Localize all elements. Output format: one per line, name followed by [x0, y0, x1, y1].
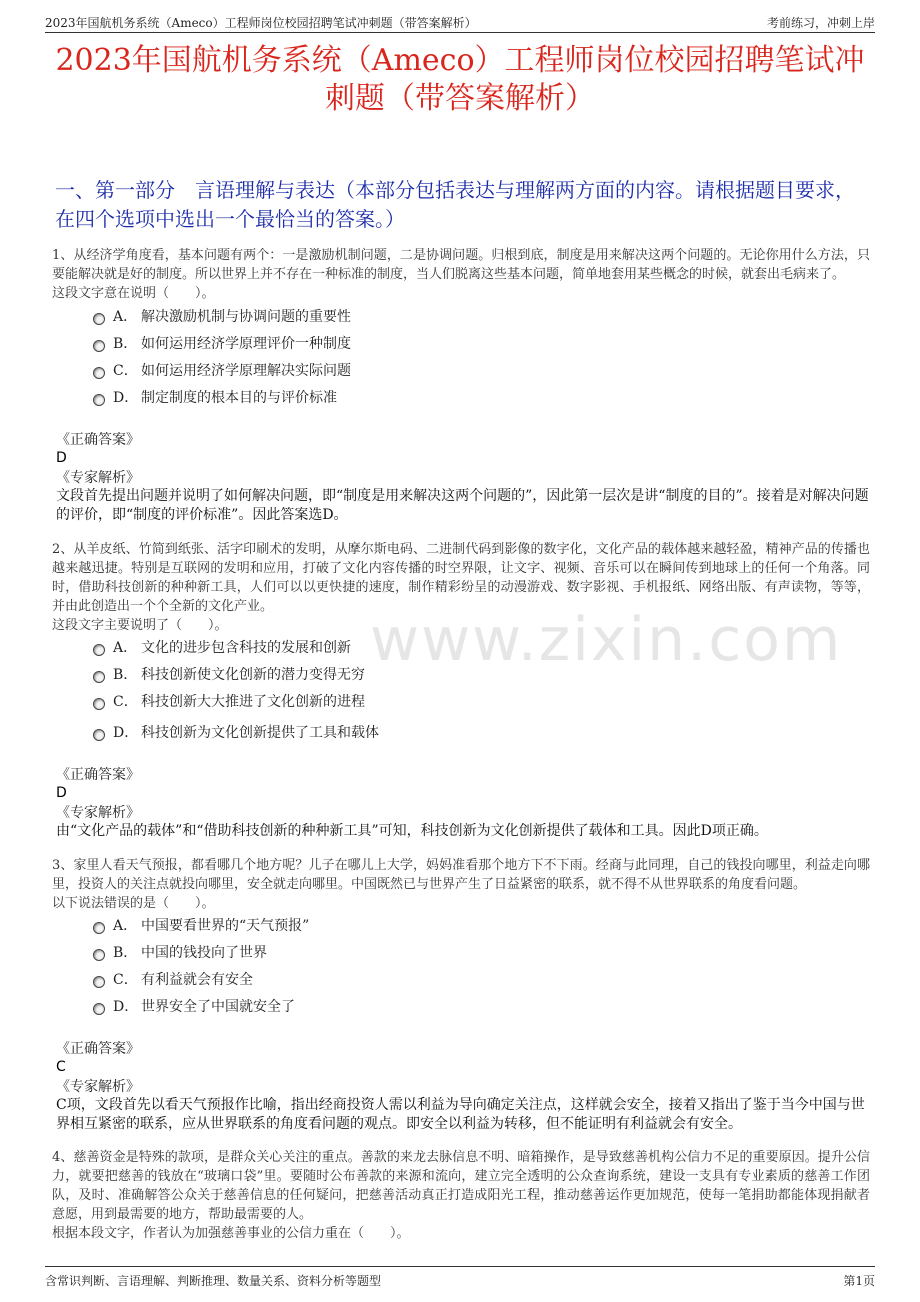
radio-icon[interactable]	[93, 1003, 105, 1015]
radio-icon[interactable]	[93, 671, 105, 683]
question-1-analysis: 文段首先提出问题并说明了如何解决问题，即“制度是用来解决这两个问题的”，因此第一层次是讲“制度的目的”。接着是对解决问题的评价，即“制度的评价标准”。因此答案选D。	[56, 488, 869, 523]
radio-icon[interactable]	[93, 367, 105, 379]
question-3-answer: C	[56, 1059, 66, 1075]
question-1	[52, 246, 870, 303]
question-3-stem: 3、家里人看天气预报，都看哪几个地方呢？儿子在哪儿上大学，妈妈准看那个地方下不下雨。经商与此同理，自己的钱投向哪里，利益走向哪里，投资人的关注点就投向哪里，安全就走向哪里。中国既然已与世界产生了日益紧密的联系，就不得不从世界联系的角度看问题。	[52, 858, 870, 892]
question-1-option-c[interactable]: C． 如何运用经济学原理解决实际问题	[93, 360, 351, 382]
question-3-option-d[interactable]: D． 世界安全了中国就安全了	[93, 996, 295, 1018]
question-1-option-b[interactable]: B． 如何运用经济学原理评价一种制度	[93, 333, 351, 355]
question-2-analysis: 由“文化产品的载体”和“借助科技创新的种种新工具”可知，科技创新为文化创新提供了载体和工具。因此D项正确。	[56, 823, 768, 839]
header-doc-title: 2023年国航机务系统（Ameco）工程师岗位校园招聘笔试冲刺题（带答案解析）	[45, 16, 477, 30]
radio-icon[interactable]	[93, 729, 105, 741]
document-title: 2023年国航机务系统（Ameco）工程师岗位校园招聘笔试冲刺题（带答案解析）	[55, 43, 865, 116]
radio-icon[interactable]	[93, 394, 105, 406]
radio-icon[interactable]	[93, 340, 105, 352]
header-slogan: 考前练习，冲刺上岸	[766, 16, 875, 30]
question-3-option-a[interactable]: A． 中国要看世界的“天气预报”	[93, 915, 309, 937]
question-3-prompt: 以下说法错误的是（ ）。	[52, 896, 215, 911]
question-3-analysis: C项，文段首先以看天气预报作比喻，指出经商投资人需以利益为导向确定关注点，这样就会安全，接着又指出了鉴于当今中国与世界相互紧密的联系，应从世界联系的角度看问题的观点。即安全以利益为转移，但不能证明有利益就会有安全。	[56, 1097, 865, 1132]
radio-icon[interactable]	[93, 922, 105, 934]
radio-icon[interactable]	[93, 949, 105, 961]
analysis-label: 《专家解析》	[56, 805, 140, 821]
question-1-stem: 1、从经济学角度看，基本问题有两个：一是激励机制问题，二是协调问题。归根到底，制度是用来解决这两个问题的。无论你用什么方法，只要能解决就是好的制度。所以世界上并不存在一种标准的制度，当人们脱离这些基本问题，简单地套用某些概念的时候，就套出毛病来了。	[52, 248, 870, 282]
question-1-option-d[interactable]: D． 制定制度的根本目的与评价标准	[93, 387, 337, 409]
question-2-prompt: 这段文字主要说明了（ ）。	[52, 618, 228, 633]
question-4-stem: 4、慈善资金是特殊的款项，是群众关心关注的重点。善款的来龙去脉信息不明、暗箱操作，是导致慈善机构公信力不足的重要原因。提升公信力，就要把慈善的钱放在“玻璃口袋”里。要随时公布善款的来源和流向，建立完全透明的公众查询系统，建设一支具有专业素质的慈善工作团队，及时、准确解答公众关于慈善信息的任何疑问，把慈善活动真正打造成阳光工程，推动慈善运作更加规范，使每一笔捐助都能体现捐献者意愿，用到最需要的地方，帮助最需要的人。	[52, 1150, 870, 1222]
page-number: 第1页	[843, 1274, 875, 1288]
question-3-option-c[interactable]: C． 有利益就会有安全	[93, 969, 253, 991]
answer-label: 《正确答案》	[56, 432, 140, 448]
question-2-stem: 2、从羊皮纸、竹简到纸张、活字印刷术的发明，从摩尔斯电码、二进制代码到影像的数字化，文化产品的载体越来越轻盈，精神产品的传播也越来越迅捷。特别是互联网的发明和应用，打破了文化内容传播的时空界限，让文字、视频、音乐可以在瞬间传到地球上的任何一个角落。同时，借助科技创新的种种新工具，人们可以以更快捷的速度，制作精彩纷呈的动漫游戏、数字影视、手机报纸、网络出版、有声读物，等等，并由此创造出一个个全新的文化产业。	[52, 542, 870, 614]
footer-question-types: 含常识判断、言语理解、判断推理、数量关系、资料分析等题型	[45, 1274, 382, 1288]
question-1-prompt: 这段文字意在说明（ ）。	[52, 286, 215, 301]
watermark: www.zixin.com	[370, 605, 843, 675]
question-2-option-b[interactable]: B． 科技创新使文化创新的潜力变得无穷	[93, 664, 365, 686]
analysis-label: 《专家解析》	[56, 1079, 140, 1095]
question-2-option-c[interactable]: C． 科技创新大大推进了文化创新的进程	[93, 691, 365, 713]
section-heading: 一、第一部分 言语理解与表达（本部分包括表达与理解两方面的内容。请根据题目要求，在四个选项中选出一个最恰当的答案。）	[55, 178, 855, 231]
radio-icon[interactable]	[93, 644, 105, 656]
question-1-answer: D	[56, 450, 67, 466]
question-2	[52, 540, 870, 635]
answer-label: 《正确答案》	[56, 767, 140, 783]
question-3-option-b[interactable]: B． 中国的钱投向了世界	[93, 942, 267, 964]
question-2-answer: D	[56, 785, 67, 801]
question-1-option-a[interactable]: A． 解决激励机制与协调问题的重要性	[93, 306, 351, 328]
page-footer	[45, 1266, 875, 1291]
page-header	[45, 10, 875, 33]
question-2-option-a[interactable]: A． 文化的进步包含科技的发展和创新	[93, 637, 351, 659]
question-4	[52, 1148, 870, 1243]
question-3	[52, 856, 870, 913]
radio-icon[interactable]	[93, 976, 105, 988]
radio-icon[interactable]	[93, 698, 105, 710]
question-4-prompt: 根据本段文字，作者认为加强慈善事业的公信力重在（ ）。	[52, 1226, 410, 1241]
analysis-label: 《专家解析》	[56, 470, 140, 486]
radio-icon[interactable]	[93, 313, 105, 325]
answer-label: 《正确答案》	[56, 1041, 140, 1057]
question-2-option-d[interactable]: D． 科技创新为文化创新提供了工具和载体	[93, 722, 379, 744]
